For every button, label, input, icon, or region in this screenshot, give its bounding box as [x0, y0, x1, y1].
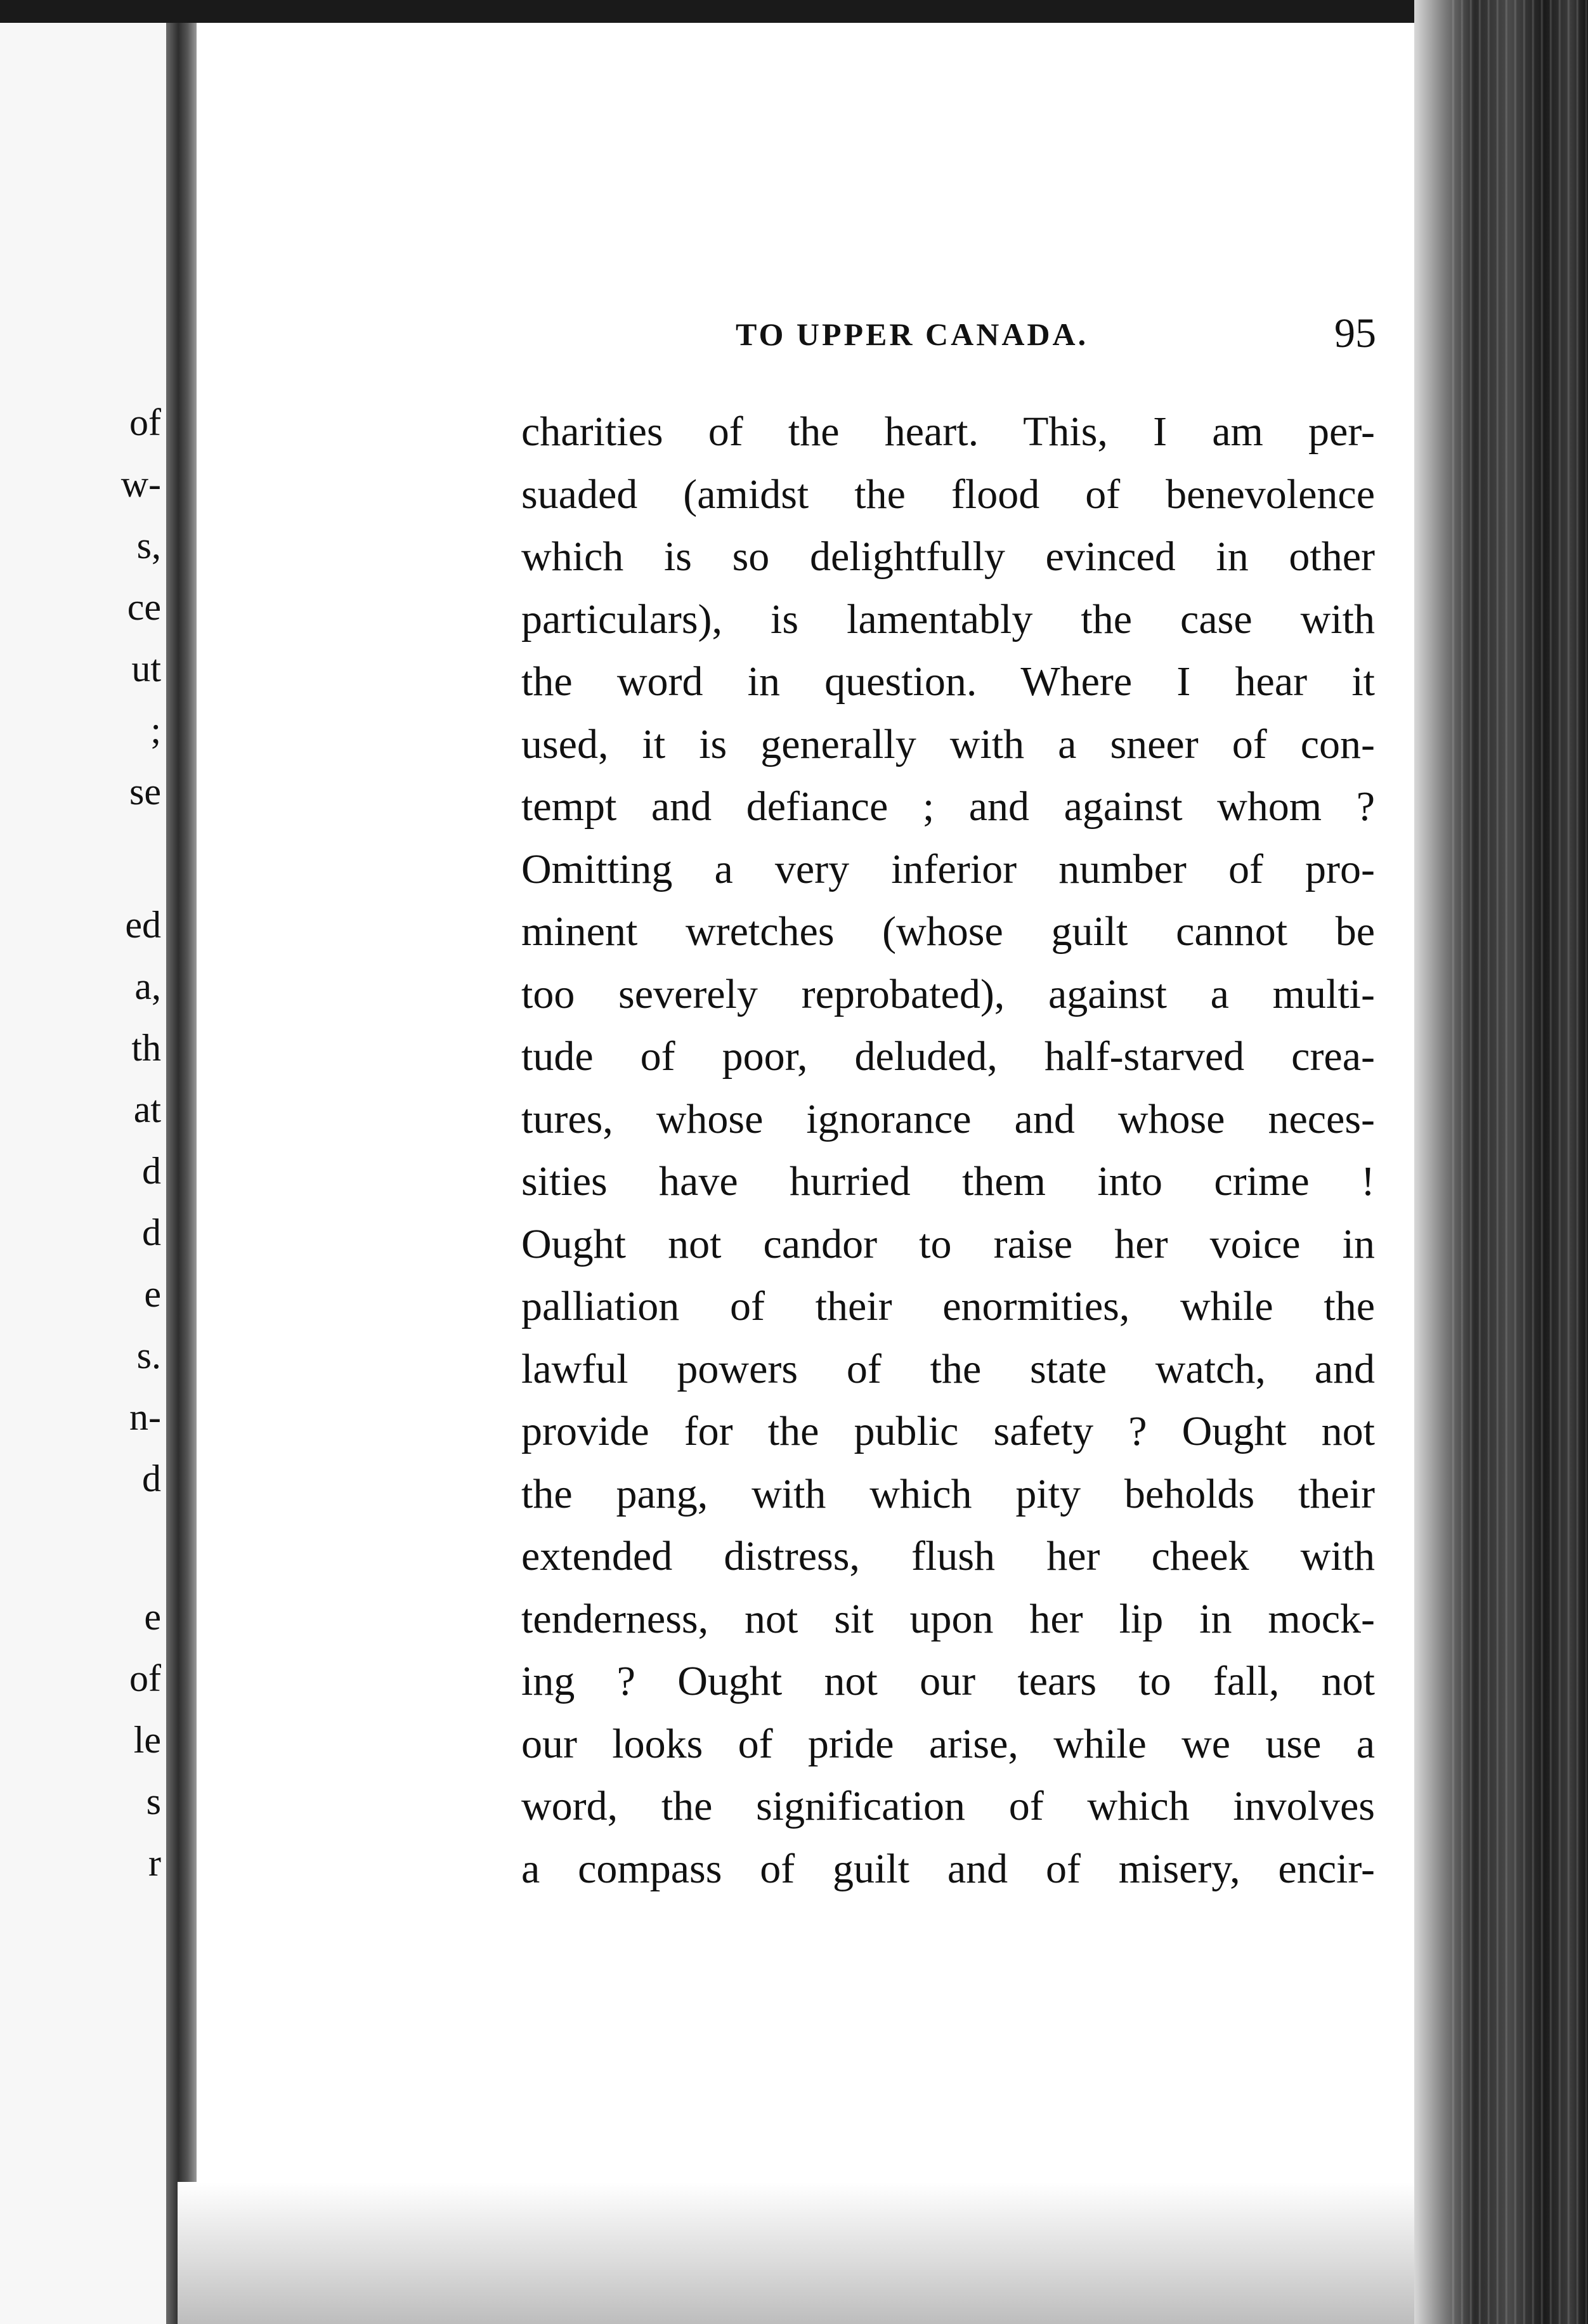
book-page [197, 23, 1440, 2268]
text-line [521, 1213, 1375, 1276]
text-line-content: the pang, with which pity beholds their [521, 1470, 1375, 1517]
line-ending: ed [125, 904, 161, 946]
text-line [521, 1463, 1375, 1526]
text-line [521, 1838, 1375, 1901]
line-ending: w- [120, 463, 161, 505]
text-line [521, 776, 1375, 839]
line-ending: a, [134, 965, 161, 1007]
line-ending: s, [136, 525, 161, 566]
line-ending: d [142, 1211, 161, 1253]
line-ending: se [129, 771, 161, 813]
text-line-content: Omitting a very inferior number of pro- [521, 845, 1375, 892]
text-line-content: the word in question. Where I hear it [521, 658, 1375, 705]
previous-page-fragment [0, 23, 166, 2324]
line-ending: s [146, 1780, 161, 1822]
book-block-texture [1446, 0, 1588, 2324]
text-line [521, 1151, 1375, 1213]
text-line [521, 1775, 1375, 1838]
line-ending: s. [136, 1335, 161, 1376]
text-line [521, 526, 1375, 589]
line-ending: n- [129, 1396, 161, 1438]
line-ending: e [144, 1596, 161, 1638]
page-number: 95 [1334, 310, 1376, 356]
text-line [521, 1588, 1375, 1651]
previous-page-line-endings [0, 23, 166, 2324]
text-line-content: extended distress, flush her cheek with [521, 1533, 1375, 1579]
text-line-content: tude of poor, deluded, half-starved crea- [521, 1033, 1375, 1080]
text-line-content: minent wretches (whose guilt cannot be [521, 908, 1375, 955]
line-ending: d [142, 1458, 161, 1499]
text-line [521, 401, 1375, 464]
text-line [521, 1026, 1375, 1088]
text-line [521, 1400, 1375, 1463]
text-line [521, 1525, 1375, 1588]
text-line [521, 464, 1375, 526]
running-head: TO UPPER CANADA. [736, 317, 1089, 352]
line-ending: e [144, 1273, 161, 1315]
text-line [521, 1276, 1375, 1338]
text-line [521, 839, 1375, 901]
text-line-content: ing ? Ought not our tears to fall, not [521, 1658, 1375, 1704]
line-ending: of [129, 401, 161, 443]
line-ending: of [129, 1657, 161, 1699]
text-line-content: used, it is generally with a sneer of con- [521, 721, 1375, 767]
text-line [521, 963, 1375, 1026]
text-line-content: word, the signification of which involves [521, 1783, 1375, 1829]
text-line-content: tempt and defiance ; and against whom ? [521, 783, 1375, 830]
text-line [521, 1650, 1375, 1713]
text-line-content: Ought not candor to raise her voice in [521, 1220, 1375, 1267]
text-line [521, 1088, 1375, 1151]
text-line [521, 901, 1375, 963]
line-ending: th [131, 1027, 161, 1069]
text-line-content: suaded (amidst the flood of benevolence [521, 471, 1375, 518]
scanner-top-band [0, 0, 1588, 23]
body-text [521, 401, 1375, 1900]
page-header [736, 310, 1376, 367]
text-line-content: provide for the public safety ? Ought not [521, 1408, 1375, 1454]
line-ending: le [133, 1719, 161, 1761]
line-ending: d [142, 1150, 161, 1192]
text-line-content: our looks of pride arise, while we use a [521, 1720, 1375, 1767]
text-line [521, 714, 1375, 776]
page-bottom-edge [178, 2182, 1440, 2324]
text-line-content: charities of the heart. This, I am per- [521, 408, 1375, 455]
text-line-content: palliation of their enormities, while the [521, 1283, 1375, 1329]
text-line [521, 1338, 1375, 1401]
line-ending: at [133, 1088, 161, 1130]
text-line [521, 1713, 1375, 1776]
text-line-content: particulars), is lamentably the case with [521, 596, 1375, 643]
book-gutter [166, 23, 197, 2324]
text-line-content: tures, whose ignorance and whose neces- [521, 1095, 1375, 1142]
line-ending: ; [150, 709, 161, 751]
text-line-content: tenderness, not sit upon her lip in mock- [521, 1595, 1375, 1642]
text-line-content: which is so delightfully evinced in other [521, 533, 1375, 580]
line-ending: r [148, 1842, 161, 1884]
text-line-content: lawful powers of the state watch, and [521, 1345, 1375, 1392]
text-line-content: a compass of guilt and of misery, encir- [521, 1845, 1375, 1892]
line-ending: ut [131, 648, 161, 689]
text-line [521, 589, 1375, 651]
line-ending: ce [127, 586, 161, 628]
text-line-content: sities have hurried them into crime ! [521, 1158, 1375, 1204]
text-line-content: too severely reprobated), against a multi- [521, 970, 1375, 1017]
text-line [521, 651, 1375, 714]
